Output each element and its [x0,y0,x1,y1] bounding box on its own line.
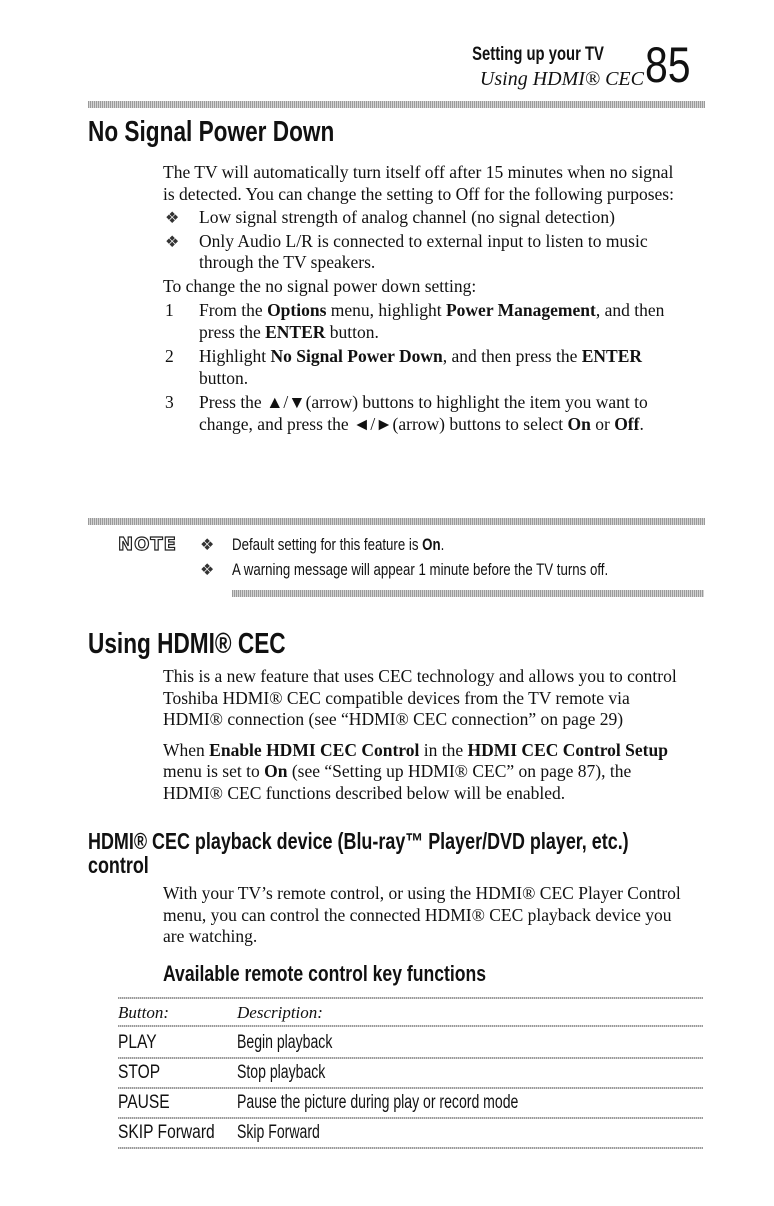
table-cell-description: Stop playback [237,1062,326,1083]
table-cell-button: PAUSE [118,1092,170,1113]
table-title: Available remote control key functions [163,961,487,986]
step-bold: ENTER [581,346,643,366]
note-text-part: . [440,535,445,554]
diamond-bullet-icon: ❖ [200,560,215,579]
step-item [165,300,688,343]
note-top-rule [88,518,705,525]
para-text: menu is set to [163,761,265,781]
table-rule [118,1025,703,1027]
para-bold: On [264,761,288,781]
table-cell-description: Pause the picture during play or record mode [237,1092,519,1113]
running-header-title: Setting up your TV [472,44,604,65]
step-bold: Power Management [445,300,596,320]
note-text [232,535,591,555]
subsection-heading-playback-control [88,829,629,877]
table-top-rule [118,997,703,999]
heading-line: control [88,852,149,878]
step-text: or [590,413,615,434]
step-text: , and then press the [442,346,582,366]
note-bottom-rule [232,590,704,597]
step-bold: ENTER [265,321,326,342]
section3-paragraph: With your TV’s remote control, or using the HDMI® CEC Player Control menu, you can control the connected HDMI® CEC playback device you are watching. [163,883,681,946]
steps-intro: To change the no signal power down setting: [163,275,477,296]
table-cell-description: Skip Forward [237,1122,320,1143]
note-bold: On [422,535,441,554]
bullet-item [165,207,688,229]
table-rule [118,1117,703,1119]
section2-body [163,666,693,804]
para-bold: Enable HDMI CEC Control [209,739,420,760]
table-cell-description: Begin playback [237,1032,333,1053]
para-text: in the [419,739,468,760]
table-cell-button: SKIP Forward [118,1122,215,1143]
diamond-bullet-icon: ❖ [200,535,215,554]
header-rule [88,101,705,108]
step-text: From the [199,300,268,320]
step-item [165,346,688,389]
step-bold: No Signal Power Down [270,346,443,366]
bullet-item [165,230,688,274]
section1-body [163,162,688,435]
section-heading-no-signal: No Signal Power Down [88,116,335,148]
paragraph: This is a new feature that uses CEC technology and allows you to control Toshiba HDMI® CEC compatible devices from the TV remote via HDMI® connection (see “HDMI® CEC connection” on page 29) [163,666,677,729]
bullet-text: Only Audio L/R is connected to external input to listen to music through the TV speakers. [199,230,648,272]
intro-paragraph: The TV will automatically turn itself off after 15 minutes when no signal is detected. You can change the setting to Off for the following purposes: [163,162,674,204]
diamond-bullet-icon: ❖ [165,210,180,227]
table-cell-button: PLAY [118,1032,157,1053]
note-label: NOTE [118,534,177,555]
section-heading-hdmi-cec: Using HDMI® CEC [88,628,286,660]
note-item [200,560,692,580]
running-header-subtitle: Using HDMI® CEC [479,68,644,90]
para-text: When [163,739,210,760]
note-item [200,535,692,555]
step-text: button. [325,321,379,342]
step-text: , and then press the [199,300,665,342]
step-bold: Options [267,300,327,320]
bullet-text: Low signal strength of analog channel (no signal detection) [199,207,615,227]
step-bold: On [567,413,591,434]
step-text: button. [199,367,249,388]
table-cell-button: STOP [118,1062,161,1083]
step-text: . [639,413,644,434]
step-text: menu, highlight [326,300,446,320]
table-rule [118,1057,703,1059]
step-text: Highlight [199,346,271,366]
note-text: A warning message will appear 1 minute before the TV turns off. [232,560,609,579]
step-number: 3 [165,392,174,412]
step-text: Press the ▲/▼(arrow) buttons to highlight the item you want to change, and press the ◄/►(arrow) buttons to select [199,392,648,434]
heading-line: HDMI® CEC playback device (Blu-ray™ Player/DVD player, etc.) [88,828,629,854]
note-text-part: Default setting for this feature is [232,535,423,554]
step-number: 1 [165,300,174,320]
column-header-button: Button: [118,1003,169,1022]
page-number: 85 [645,37,691,93]
para-text: (see “Setting up HDMI® CEC” on page 87), the HDMI® CEC functions described below will be enabled. [163,761,632,803]
step-item [165,392,688,435]
paragraph [163,740,693,805]
table-bottom-rule [118,1147,703,1149]
column-header-description: Description: [237,1003,323,1022]
step-number: 2 [165,346,174,366]
table-rule [118,1087,703,1089]
step-bold: Off [614,413,640,434]
diamond-bullet-icon: ❖ [165,233,180,251]
para-bold: HDMI CEC Control Setup [467,739,668,760]
